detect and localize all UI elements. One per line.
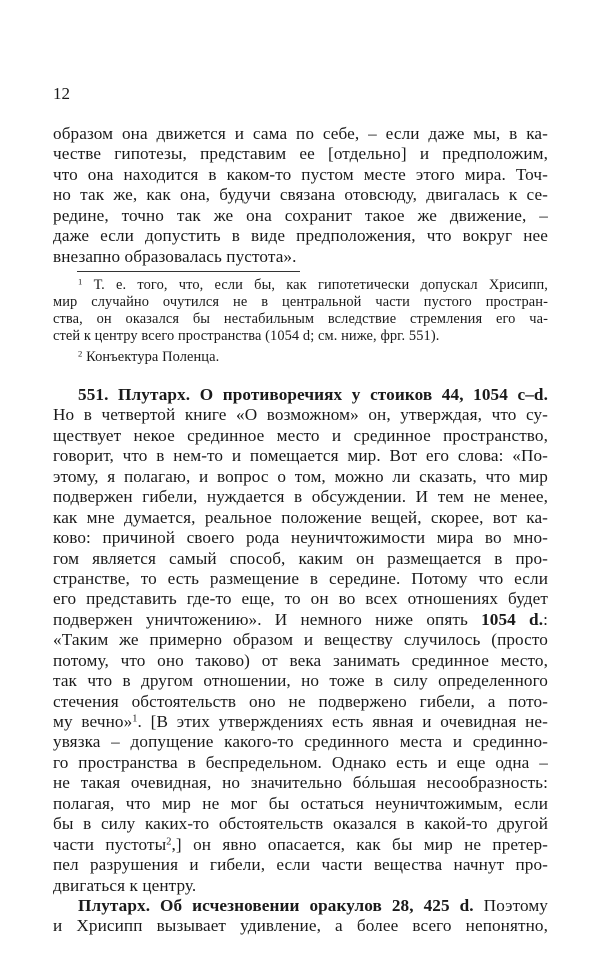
footnote-1 — [53, 277, 548, 294]
footnote-rule — [77, 271, 300, 272]
text-line: гом является самый способ, каким он размещается в про- — [53, 548, 548, 568]
fragment-heading-oracles — [53, 896, 548, 916]
text-line: образом она движется и сама по себе, – если даже мы, в ка- — [53, 124, 548, 143]
page-number: 12 — [53, 84, 70, 103]
footnote-line: мир случайно очутился не в центральной части пустого простран- — [53, 294, 548, 310]
footnote-text: Конъектура Поленца. — [86, 349, 220, 365]
fragment-heading — [53, 385, 548, 405]
text-line-reference — [53, 610, 548, 630]
text-span: му вечно» — [53, 712, 133, 731]
text-line: увязка – допущение какого-то срединного места и срединно- — [53, 732, 548, 752]
footnote-marker: 2 — [78, 348, 83, 359]
text-line-footnote-ref — [53, 835, 548, 855]
footnote-line: ства, он оказался бы нестабильным вследствие стремления его ча- — [53, 311, 548, 327]
text-line: этому, я полагаю, и вопрос о том, можно ли сказать, что мир — [53, 466, 548, 486]
fragment-551 — [53, 385, 548, 937]
footnotes — [53, 277, 548, 366]
text-line: даже если допустить в виде предположения, что вокруг нее — [53, 226, 548, 246]
text-line: говорит, что в нем-то и помещается мир. Вот его слова: «По- — [53, 446, 548, 466]
text-line: честве гипотезы, представим ее [отдельно] и предположим, — [53, 144, 548, 164]
source-reference: 1054 d. — [481, 609, 544, 629]
text-line: редине, точно так же она сохранит такое же движение, – — [53, 205, 548, 225]
text-line-footnote-ref — [53, 712, 548, 732]
text-line: полагая, что мир не мог бы остаться неуничтожимым, если — [53, 793, 548, 813]
text-line: пел разрушения и гибели, если части вещества начнут про- — [53, 855, 548, 875]
footnote-marker: 1 — [78, 276, 83, 287]
text-span: части пустоты — [53, 834, 167, 854]
text-line: что она находится в каком-то пустом месте этого мира. Точ- — [53, 164, 548, 184]
footnote-line: стей к центру всего пространства (1054 d; см. ниже, фрг. 551). — [53, 328, 440, 344]
text-line: двигаться к центру. — [53, 875, 197, 895]
text-line: но так же, как она, будучи связана отовсюду, двигалась к се- — [53, 185, 548, 205]
text-span: . [В этих утверждениях есть явная и очевидная не- — [137, 712, 548, 731]
footnote-reference[interactable]: 2 — [166, 835, 172, 847]
text-line: и Хрисипп вызывает удивление, а более всего непонятно, — [53, 916, 548, 936]
footnote-2 — [53, 349, 548, 366]
heading-text: Плутарх. Об исчезновении оракулов 28, 425 d. — [78, 895, 474, 915]
text-line: ществует некое срединное место и срединное пространство, — [53, 425, 548, 445]
text-span: подвержен уничтожению». И немного ниже опять — [53, 609, 482, 629]
top-paragraph — [53, 124, 548, 267]
text-line: «Таким же примерно образом и веществу случилось (просто — [53, 630, 548, 650]
text-line: потому, что оно таково) от века занимать срединное место, — [53, 650, 548, 670]
footnote-reference[interactable]: 1 — [132, 713, 138, 725]
text-line: ково: причиной своего рода неуничтожимости мира во мно- — [53, 528, 548, 548]
text-span: ,] он явно опасается, как бы мир не претер- — [171, 834, 548, 854]
text-line: как мне думается, реальное положение вещей, скорее, вот ка- — [53, 507, 548, 527]
text-line: бы в силу каких-то обстоятельств оказался в какой-то другой — [53, 814, 548, 834]
text-span: Поэтому — [473, 895, 548, 915]
footnote-text: Т. е. того, что, если бы, как гипотетически допускал Хрисипп, — [93, 277, 548, 293]
text-line: странстве, то есть размещение в середине. Потому что если — [53, 568, 548, 588]
text-line: так что в другом отношении, но тоже в силу определенного — [53, 671, 548, 691]
text-line: го пространства в беспредельном. Однако есть и еще одна – — [53, 752, 548, 772]
text-line: его представить где-то еще, то он во всех отношениях будет — [53, 589, 548, 609]
text-line: подвержен гибели, нуждается в обсуждении. И тем не менее, — [53, 487, 548, 507]
text-span: : — [543, 609, 548, 629]
text-line: Но в четвертой книге «О возможном» он, утверждая, что су- — [53, 405, 548, 425]
text-line: не такая очевидная, но значительно бóльшая несообразность: — [53, 773, 548, 793]
text-line: стечения обстоятельств оно не подвержено гибели, а пото- — [53, 691, 548, 711]
text-line: внезапно образовалась пустота». — [53, 246, 297, 266]
heading-text: 551. Плутарх. О противоречиях у стоиков 44, 1054 c–d. — [78, 385, 548, 404]
